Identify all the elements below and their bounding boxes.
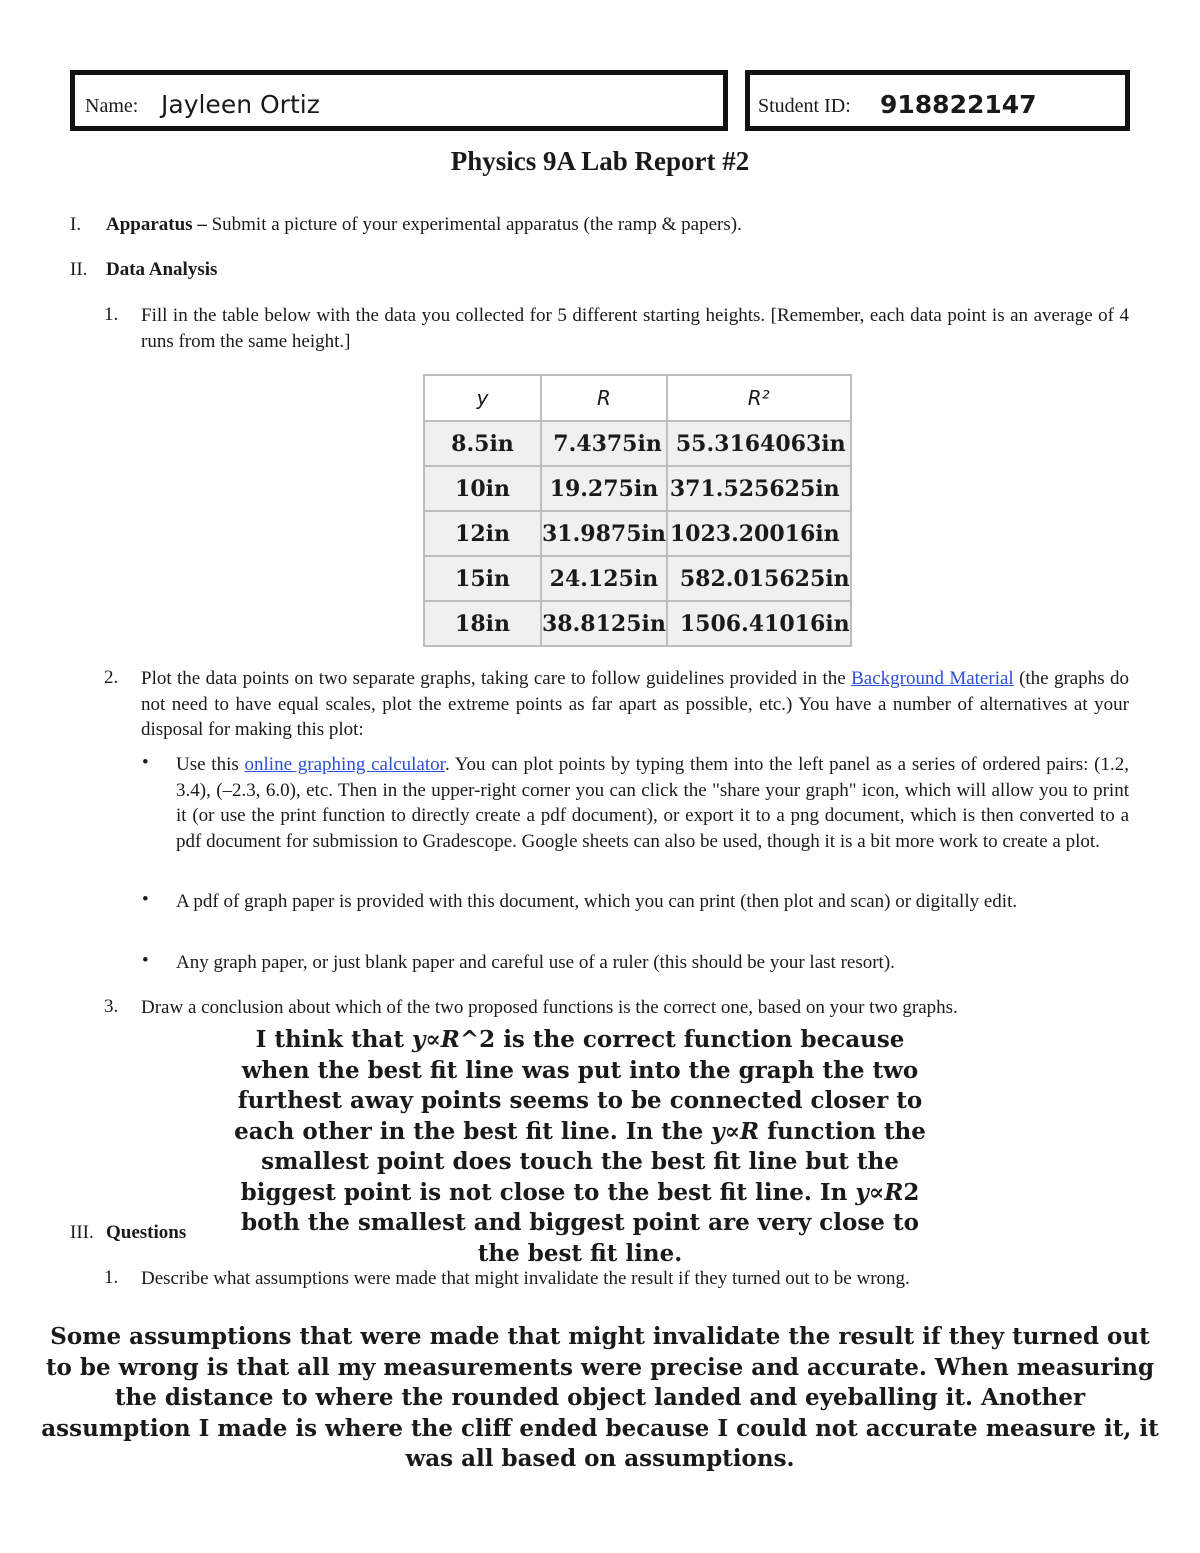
table-cell: 38.8125in <box>541 601 667 646</box>
answer-part: function the smallest point does touch the best fit line but the biggest point is not close to the best fit line. In <box>240 1117 926 1206</box>
bullet-3-symbol: • <box>142 950 149 971</box>
table-cell: 18in <box>424 601 541 646</box>
table-row <box>424 601 851 646</box>
conclusion-answer <box>230 1025 930 1269</box>
bullet-1-text <box>176 752 1129 854</box>
bullet-1-before: Use this <box>176 754 239 775</box>
section-2-numeral: II. <box>70 259 88 280</box>
name-value: Jayleen Ortiz <box>161 90 320 119</box>
bullet-2-text: A pdf of graph paper is provided with this document, which you can print (then plot and scan) or digitally edit. <box>176 891 1018 912</box>
item-2-1-text: Fill in the table below with the data you collected for 5 different starting heights. [Remember, each data point is an average of 4 runs from the same height.] <box>141 305 1129 352</box>
bullet-2-symbol: • <box>142 889 149 910</box>
item-2-2-number: 2. <box>104 667 119 688</box>
table-cell: 371.525625in <box>667 466 851 511</box>
item-2-3-text: Draw a conclusion about which of the two proposed functions is the correct one, based on your two graphs. <box>141 997 958 1018</box>
table-cell: 24.125in <box>541 556 667 601</box>
table-cell: 1023.20016in <box>667 511 851 556</box>
answer-part: I think that <box>255 1026 412 1053</box>
background-material-link[interactable]: Background Material <box>851 668 1014 689</box>
assumptions-answer: Some assumptions that were made that might invalidate the result if they turned out to be wrong is that all my measurements were precise and accurate. When measuring the distance to where the rounded object landed and eyeballing it. Another assumption I made is where the cliff ended because I could not accurate measure it, it was all based on assumptions. <box>41 1323 1159 1472</box>
section-2-heading: Data Analysis <box>106 259 218 280</box>
table-cell: 1506.41016in <box>667 601 851 646</box>
bullet-1-symbol: • <box>142 752 149 773</box>
answer-part: ^2 is the correct function because when the best fit line was put into the graph the two furthest away points seems to be connected closer to each other in the best fit line. In the <box>234 1026 923 1145</box>
item-2-1-number: 1. <box>104 304 119 325</box>
student-id-box <box>745 70 1130 131</box>
bullet-3-text: Any graph paper, or just blank paper and careful use of a ruler (this should be your last resort). <box>176 952 895 973</box>
table-row <box>424 421 851 466</box>
section-1-heading: Apparatus – <box>106 214 207 235</box>
name-label: Name: <box>85 95 139 117</box>
table-header-r-squared: R² <box>667 375 851 421</box>
page-title: Physics 9A Lab Report #2 <box>450 146 750 176</box>
math-expression: y∝R <box>855 1178 904 1206</box>
table-header-row <box>424 375 851 421</box>
name-box <box>70 70 728 131</box>
section-1-text: Submit a picture of your experimental apparatus (the ramp & papers). <box>211 214 742 235</box>
table-cell: 31.9875in <box>541 511 667 556</box>
section-1-line <box>106 214 742 236</box>
table-cell: 19.275in <box>541 466 667 511</box>
section-3-numeral: III. <box>70 1222 94 1243</box>
section-3-heading: Questions <box>106 1222 187 1243</box>
table-header-r: R <box>541 375 667 421</box>
math-expression: y∝R <box>411 1026 460 1053</box>
table-cell: 7.4375in <box>541 421 667 466</box>
table-cell: 55.3164063in <box>667 421 851 466</box>
item-2-2-text-after: (the graphs do not need to have equal scales, plot the extreme points as far apart as possible, etc.) You have a number of alternatives at your disposal for making this plot: <box>141 668 1129 740</box>
table-row <box>424 466 851 511</box>
item-2-3-number: 3. <box>104 996 119 1017</box>
student-id-value: 918822147 <box>880 90 1037 119</box>
data-table <box>423 374 852 647</box>
table-row <box>424 511 851 556</box>
table-cell: 15in <box>424 556 541 601</box>
graphing-calculator-link[interactable]: online graphing calculator <box>244 754 445 775</box>
math-expression: y∝R <box>711 1117 760 1145</box>
item-2-2-text-before: Plot the data points on two separate graphs, taking care to follow guidelines provided in the <box>141 668 846 689</box>
table-cell: 12in <box>424 511 541 556</box>
section-1-numeral: I. <box>70 214 82 235</box>
item-3-1-text: Describe what assumptions were made that might invalidate the result if they turned out to be wrong. <box>141 1268 910 1289</box>
table-cell: 8.5in <box>424 421 541 466</box>
answer-part: 2 both the smallest and biggest point are very close to the best fit line. <box>241 1178 920 1267</box>
bullet-1-after: . You can plot points by typing them into the left panel as a series of ordered pairs: (1.2, 3.4), (–2.3, 6.0), etc. Then in the upper-right corner you can click the "share your graph" icon, which will allow you to print it (or use the print function to directly create a pdf document), or export it to a png document, which is then converted to a pdf document for submission to Gradescope. Google sheets can also be used, though it is a bit more work to create a plot. <box>176 754 1130 852</box>
table-cell: 582.015625in <box>667 556 851 601</box>
table-row <box>424 556 851 601</box>
item-2-2-text <box>141 666 1129 743</box>
table-cell: 10in <box>424 466 541 511</box>
student-id-label: Student ID: <box>758 95 851 117</box>
table-header-y: y <box>424 375 541 421</box>
item-3-1-number: 1. <box>104 1267 119 1288</box>
